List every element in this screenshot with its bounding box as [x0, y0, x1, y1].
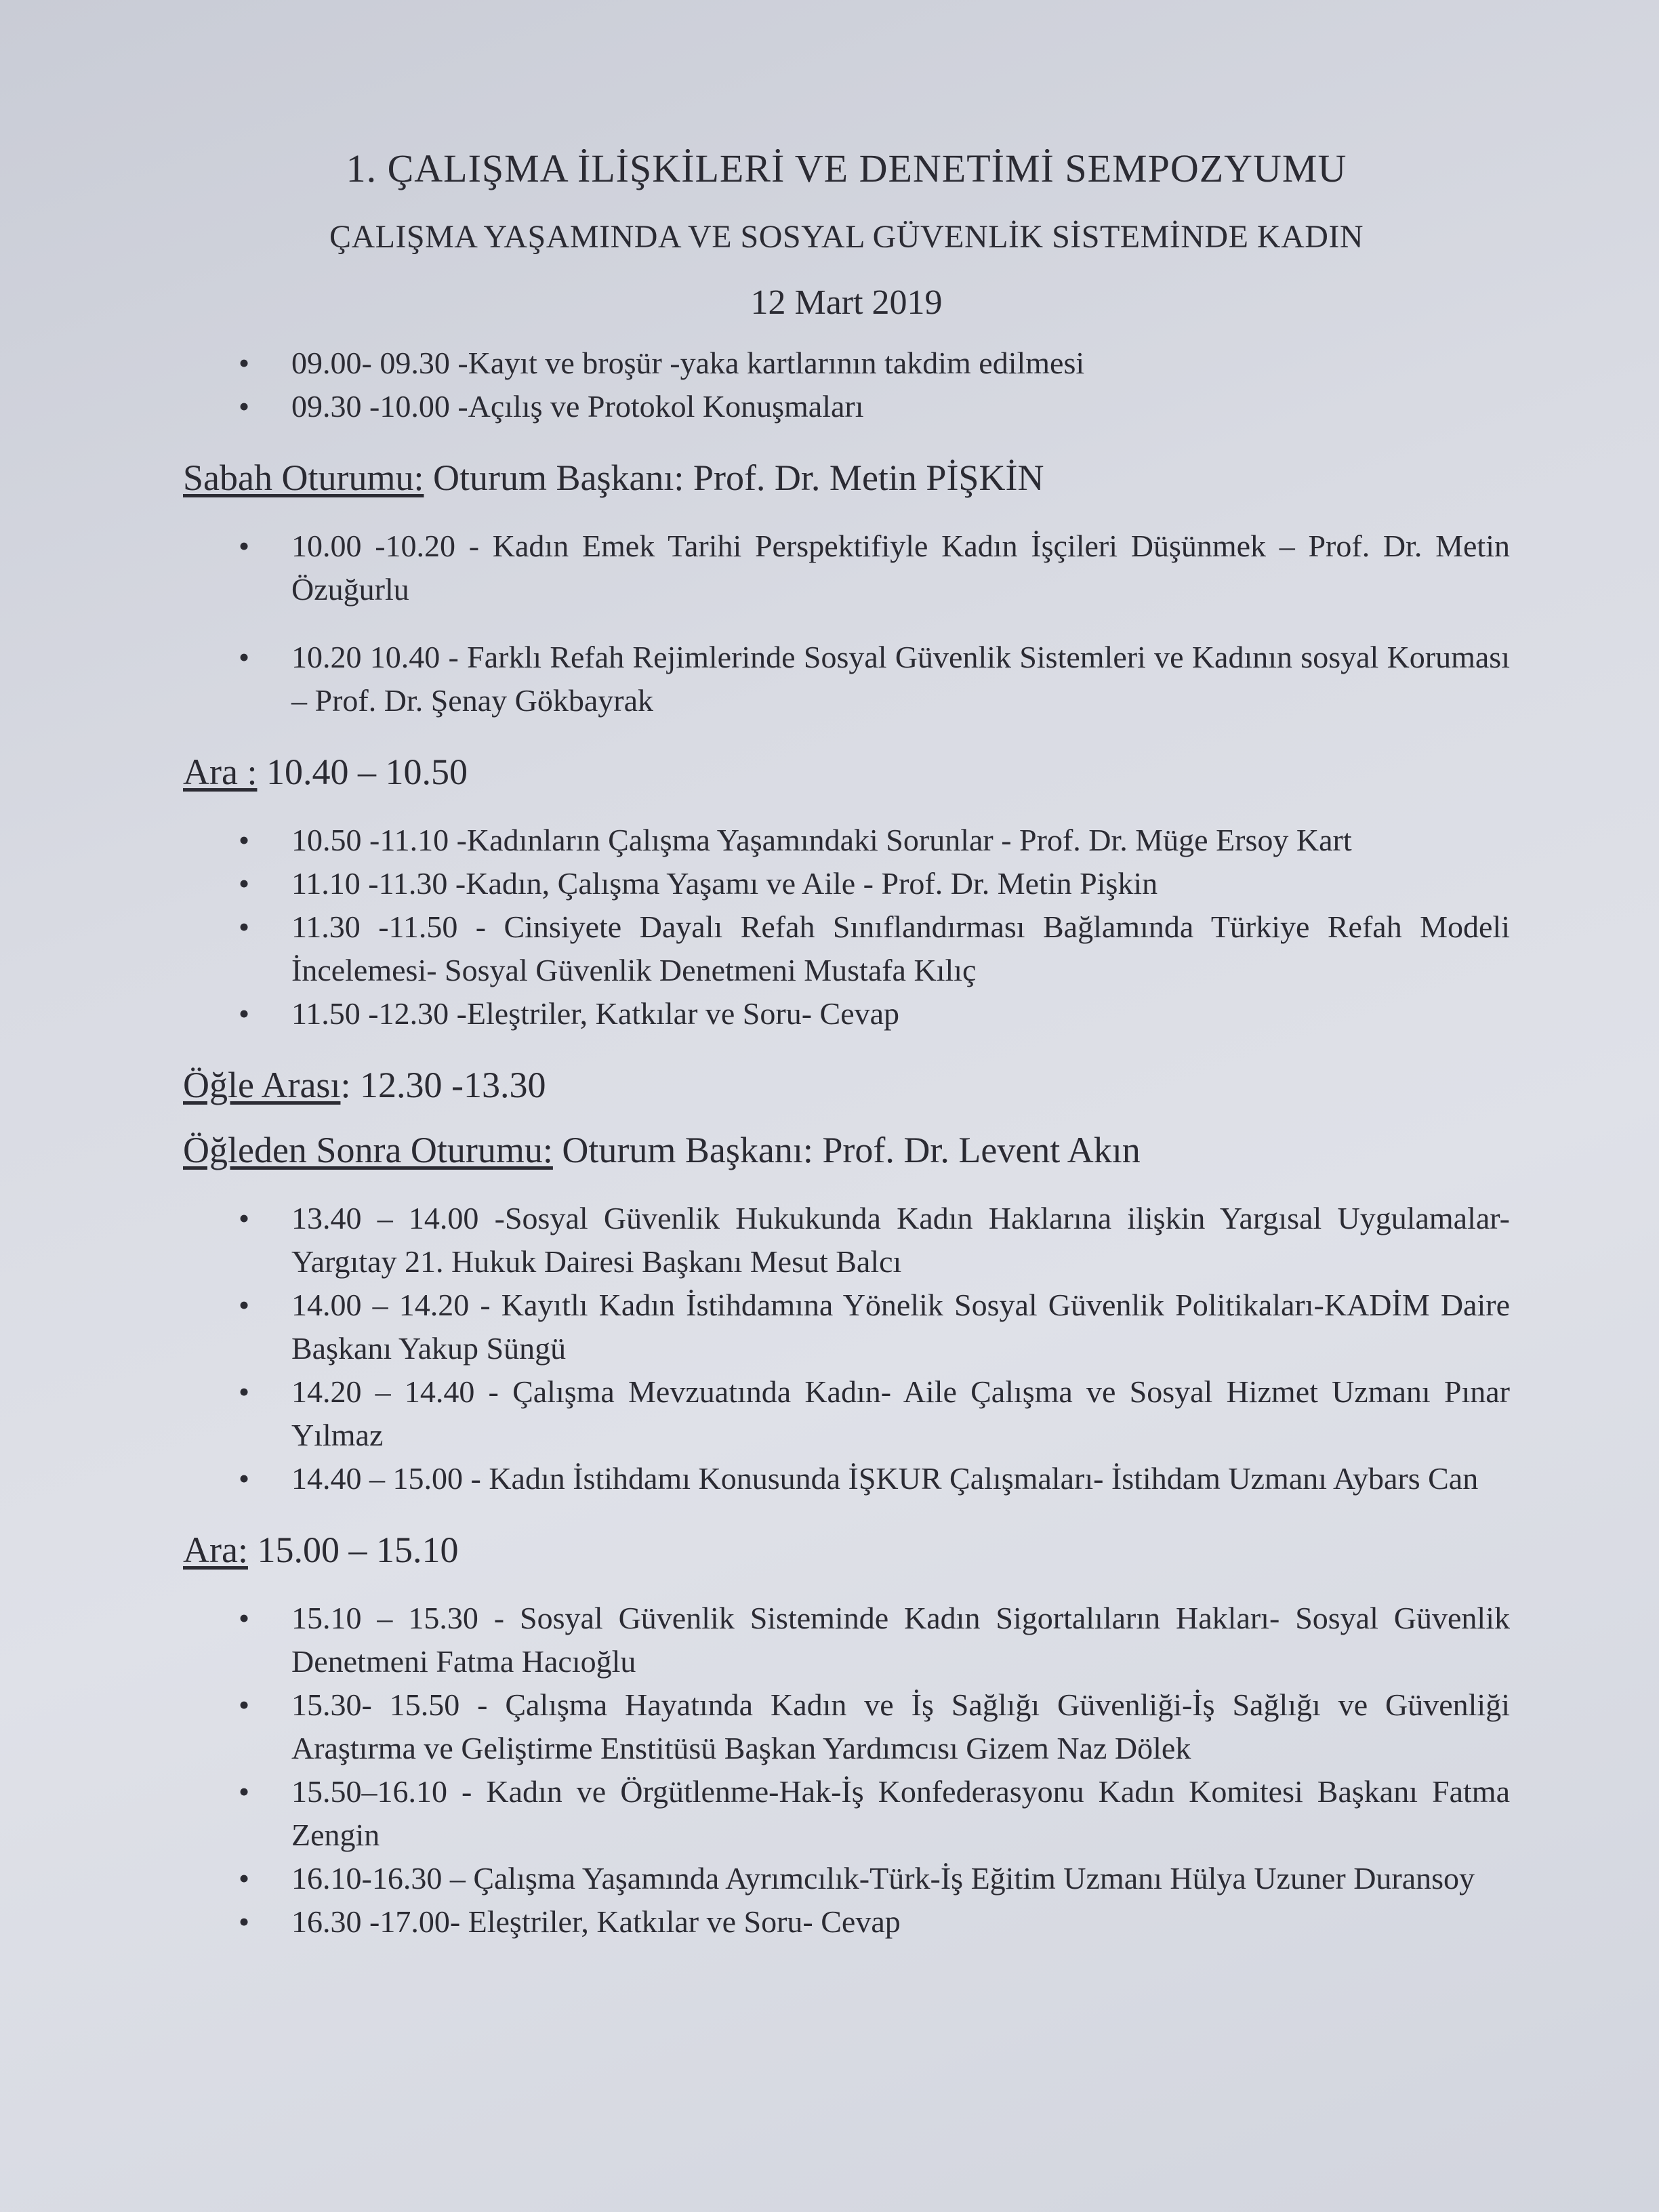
- session-chair: Oturum Başkanı: Prof. Dr. Metin PİŞKİN: [424, 457, 1044, 498]
- section-label: Ara :: [183, 752, 258, 792]
- morning-session-list: [183, 525, 1510, 722]
- list-item: • 15.10 – 15.30 - Sosyal Güvenlik Sisteminde Kadın Sigortalıların Hakları- Sosyal Güvenlik Denetmeni Fatma Hacıoğlu: [183, 1597, 1510, 1683]
- section-label: Öğle Arası: [183, 1065, 341, 1105]
- list-item: • 14.40 – 15.00 - Kadın İstihdamı Konusunda İŞKUR Çalışmaları- İstihdam Uzmanı Aybars Can: [183, 1457, 1510, 1500]
- list-item: • 15.30- 15.50 - Çalışma Hayatında Kadın ve İş Sağlığı Güvenliği-İş Sağlığı ve Güvenliği Araştırma ve Geliştirme Enstitüsü Başkan Yardımcısı Gizem Naz Dölek: [183, 1683, 1510, 1770]
- list-item: • 10.00 -10.20 - Kadın Emek Tarihi Perspektifiyle Kadın İşçileri Düşünmek – Prof. Dr. Metin Özuğurlu: [183, 525, 1510, 611]
- break-heading-2: [183, 1529, 1510, 1571]
- document-date: 12 Mart 2019: [750, 283, 943, 322]
- list-item: • 09.00- 09.30 -Kayıt ve broşür -yaka kartlarının takdim edilmesi: [183, 342, 1510, 385]
- section-label: Öğleden Sonra Oturumu:: [183, 1130, 553, 1170]
- list-item: • 11.10 -11.30 -Kadın, Çalışma Yaşamı ve Aile - Prof. Dr. Metin Pişkin: [183, 862, 1510, 905]
- opening-list: [183, 342, 1510, 428]
- afternoon-session-heading: [183, 1129, 1510, 1171]
- list-item: • 14.00 – 14.20 - Kayıtlı Kadın İstihdamına Yönelik Sosyal Güvenlik Politikaları-KADİM Daire Başkanı Yakup Süngü: [183, 1284, 1510, 1370]
- break-time: 10.40 – 10.50: [257, 752, 468, 792]
- afternoon-second-list: [183, 1597, 1510, 1944]
- list-item: • 09.30 -10.00 -Açılış ve Protokol Konuşmaları: [183, 385, 1510, 428]
- list-item: • 15.50–16.10 - Kadın ve Örgütlenme-Hak-İş Konfederasyonu Kadın Komitesi Başkanı Fatma Zengin: [183, 1770, 1510, 1857]
- break-time: 15.00 – 15.10: [247, 1530, 459, 1570]
- list-item: • 10.50 -11.10 -Kadınların Çalışma Yaşamındaki Sorunlar - Prof. Dr. Müge Ersoy Kart: [183, 819, 1510, 862]
- list-item: • 14.20 – 14.40 - Çalışma Mevzuatında Kadın- Aile Çalışma ve Sosyal Hizmet Uzmanı Pınar Yılmaz: [183, 1370, 1510, 1457]
- list-item: • 10.20 10.40 - Farklı Refah Rejimlerinde Sosyal Güvenlik Sistemleri ve Kadının sosyal Koruması – Prof. Dr. Şenay Gökbayrak: [183, 636, 1510, 722]
- document-title: 1. ÇALIŞMA İLİŞKİLERİ VE DENETİMİ SEMPOZYUMU: [346, 146, 1347, 190]
- session-chair: Oturum Başkanı: Prof. Dr. Levent Akın: [552, 1130, 1141, 1170]
- break-heading: [183, 751, 1510, 793]
- afternoon-session-list: [183, 1197, 1510, 1500]
- list-item: • 16.10-16.30 – Çalışma Yaşamında Ayrımcılık-Türk-İş Eğitim Uzmanı Hülya Uzuner Duransoy: [183, 1857, 1510, 1900]
- document-subtitle: ÇALIŞMA YAŞAMINDA VE SOSYAL GÜVENLİK SİSTEMİNDE KADIN: [329, 219, 1364, 255]
- morning-session-heading: [183, 457, 1510, 499]
- list-item: • 11.30 -11.50 - Cinsiyete Dayalı Refah Sınıflandırması Bağlamında Türkiye Refah Modeli İncelemesi- Sosyal Güvenlik Denetmeni Mustafa Kılıç: [183, 905, 1510, 992]
- section-label: Sabah Oturumu:: [183, 457, 424, 498]
- lunch-time: : 12.30 -13.30: [340, 1065, 546, 1105]
- list-item: • 11.50 -12.30 -Eleştriler, Katkılar ve Soru- Cevap: [183, 992, 1510, 1036]
- list-item: • 13.40 – 14.00 -Sosyal Güvenlik Hukukunda Kadın Haklarına ilişkin Yargısal Uygulamalar-Yargıtay 21. Hukuk Dairesi Başkanı Mesut Balcı: [183, 1197, 1510, 1284]
- section-label: Ara:: [183, 1530, 248, 1570]
- morning-second-list: [183, 819, 1510, 1036]
- lunch-heading: [183, 1064, 1510, 1106]
- list-item: • 16.30 -17.00- Eleştriler, Katkılar ve Soru- Cevap: [183, 1900, 1510, 1944]
